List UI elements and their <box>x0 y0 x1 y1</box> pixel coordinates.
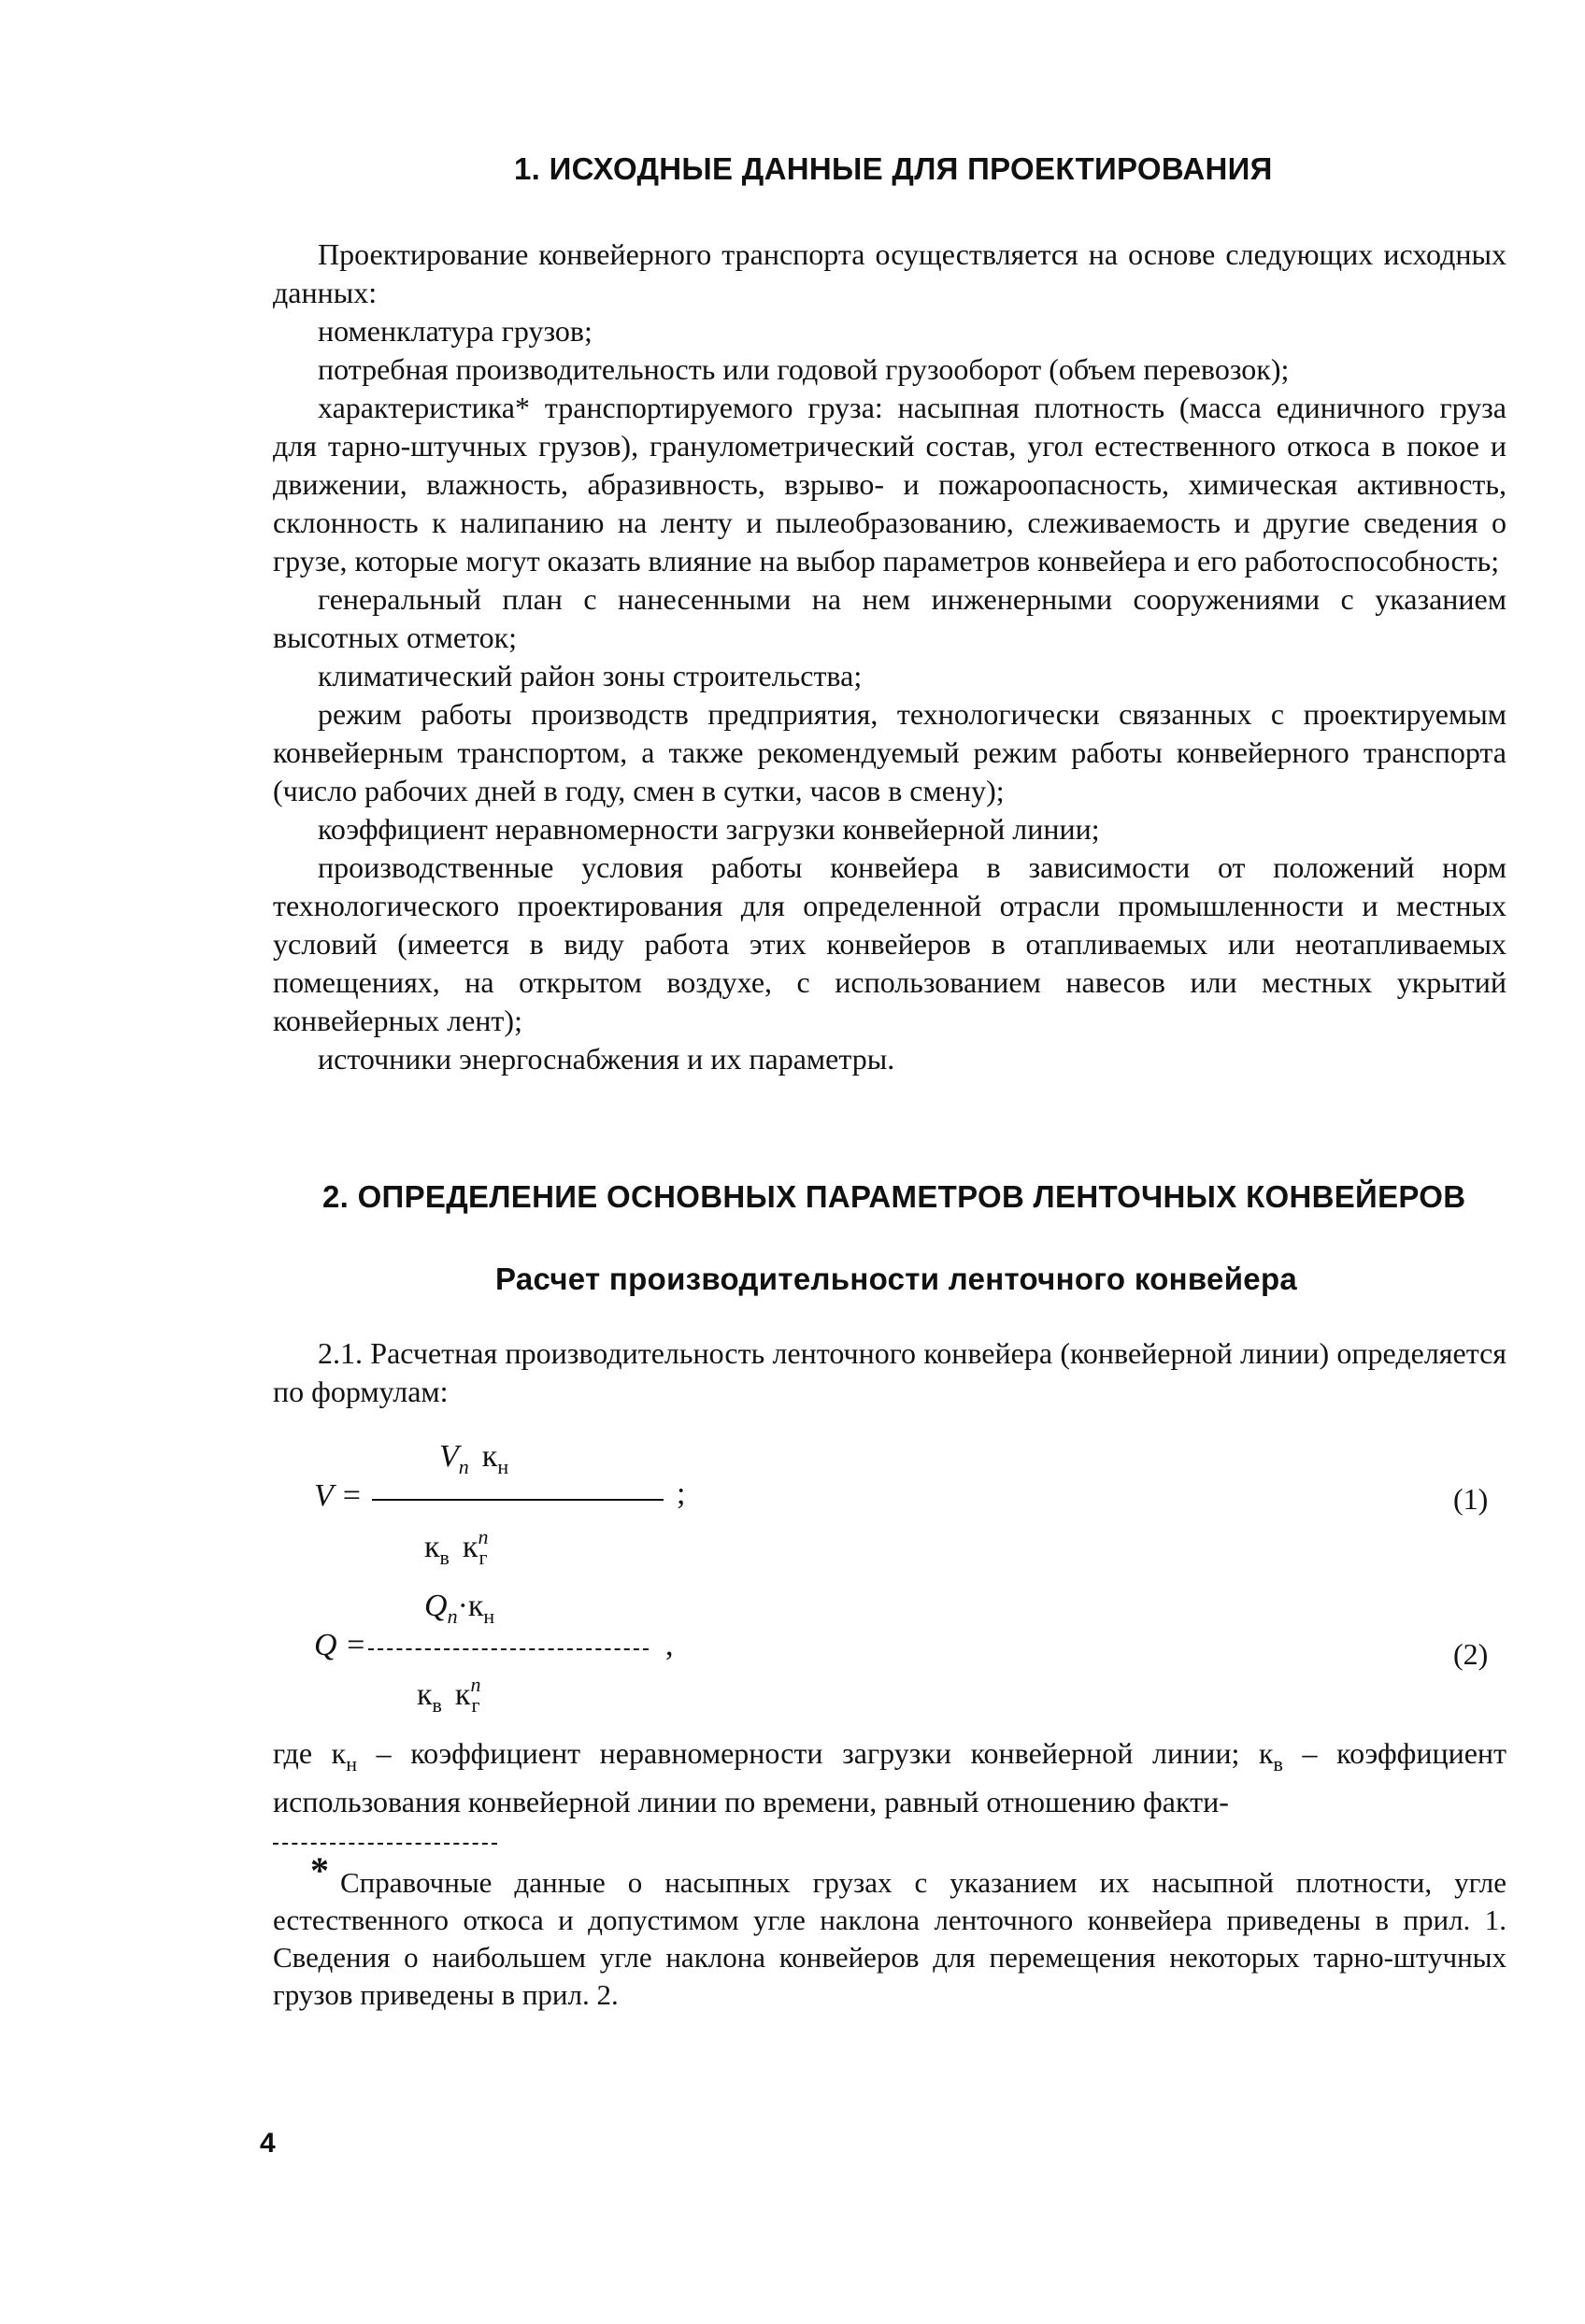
list-item: производственные условия работы конвейера в зависимости от положений норм технологического проектирования для определенной отрасли промышленности и местных условий (имеется в виду работа этих конвейеров в отапливаемых или неотапливаемых помещениях, на открытом воздухе, с использованием навесов или местных укрытий конвейерных лент); <box>273 850 1506 1037</box>
formula-1-den-k1: к <box>424 1530 440 1564</box>
formula-1-den-k2-sub: г <box>478 1546 488 1569</box>
formula-2-var-sub: п <box>447 1604 458 1628</box>
page-number: 4 <box>260 2128 276 2159</box>
footnote-text: Справочные данные о насыпных грузах с указанием их насыпной плотности, угле естественного откоса и допустимом угле наклона ленточного конвейера приведены в прил. 1. Сведения о наибольшем угле наклона конвейеров для перемещения некоторых тарно-штучных грузов приведены в прил. 2. <box>273 1866 1506 2011</box>
list-item: климатический район зоны строительства; <box>318 659 863 692</box>
section-2-title: 2. ОПРЕДЕЛЕНИЕ ОСНОВНЫХ ПАРАМЕТРОВ ЛЕНТОЧНЫХ КОНВЕЙЕРОВ <box>322 1179 1466 1214</box>
list-item: потребная производительность или годовой грузооборот (объем перевозок); <box>318 352 1290 386</box>
formula-2-number: (2) <box>1453 1637 1489 1671</box>
formula-2-lhs: Q = <box>314 1628 366 1662</box>
where-part-3: – коэффициент использования конвейерной линии по времени, равный отношению факти- <box>273 1736 1506 1818</box>
formula-1-lhs: V = <box>314 1478 363 1513</box>
formula-1-number: (1) <box>1453 1482 1489 1516</box>
section-2-paragraph <box>273 1334 1506 1411</box>
formula-1-var: V <box>439 1439 459 1474</box>
footnote <box>273 1864 1506 2014</box>
formula-1-numerator <box>439 1439 508 1479</box>
formula-2-k: ·к <box>457 1589 484 1623</box>
formula-1-tail: ; <box>677 1476 686 1511</box>
formula-1-k: к <box>481 1439 498 1474</box>
list-item: режим работы производств предприятия, технологически связанных с проектируемым конвейерным транспортом, а также рекомендуемый режим работы конвейерного транспорта (число рабочих дней в году, смен в сутки, часов в смену); <box>273 697 1506 807</box>
section-2-subtitle: Расчет производительности ленточного конвейера <box>495 1262 1298 1296</box>
formula-1-denominator <box>424 1525 487 1570</box>
footnote-star: * <box>310 1849 329 1891</box>
formula-1-den-k2-sup: n <box>478 1525 489 1548</box>
formula-2-den-k2: к <box>454 1677 471 1712</box>
formula-1-den-k1-sub: в <box>439 1546 450 1569</box>
formula-2-numerator <box>424 1589 494 1629</box>
formula-2-den-k2-sub: г <box>471 1693 480 1717</box>
where-part-2: – коэффициент неравномерности загрузки конвейерной линии; к <box>356 1736 1274 1770</box>
formula-2-tail: , <box>665 1628 674 1662</box>
formula-2-den-k1-sub: в <box>432 1693 442 1717</box>
list-item: источники энергоснабжения и их параметры. <box>318 1042 895 1076</box>
formula-2-var: Q <box>424 1589 448 1623</box>
formula-1-var-sub: п <box>458 1455 469 1478</box>
where-text <box>273 1734 1506 1821</box>
where-sub-1: н <box>346 1752 357 1775</box>
list-item: номенклатура грузов; <box>318 314 593 348</box>
section-1-body <box>273 235 1506 1078</box>
footnote-divider <box>273 1843 497 1845</box>
formula-2-den-k1: к <box>417 1677 433 1712</box>
list-item: коэффициент неравномерности загрузки конвейерной линии; <box>318 812 1100 846</box>
where-part-1: где к <box>273 1736 347 1770</box>
section-1-intro: Проектирование конвейерного транспорта осуществляется на основе следующих исходных данных: <box>273 237 1506 309</box>
list-item: генеральный план с нанесенными на нем инженерными сооружениями с указанием высотных отметок; <box>273 582 1506 654</box>
section-1-title: 1. ИСХОДНЫЕ ДАННЫЕ ДЛЯ ПРОЕКТИРОВАНИЯ <box>514 151 1273 186</box>
formula-1-k-sub: н <box>497 1455 509 1478</box>
where-paragraph <box>273 1734 1506 1821</box>
where-sub-2: в <box>1273 1752 1283 1775</box>
formula-2-k-sub: н <box>483 1604 495 1628</box>
paragraph-2-1: 2.1. Расчетная производительность ленточного конвейера (конвейерной линии) определяется по формулам: <box>273 1336 1506 1408</box>
formula-1-fraction-line <box>372 1499 664 1501</box>
formula-2-den-k2-sup: n <box>470 1673 481 1696</box>
list-item: характеристика* транспортируемого груза: насыпная плотность (масса единичного груза для тарно-штучных грузов), гранулометрический состав, угол естественного откоса в покое и движении, влажность, абразивность, взрыво- и пожароопасность, химическая активность, склонность к налипанию на ленту и пылеобразованию, слеживаемость и другие сведения о грузе, которые могут оказать влияние на выбор параметров конвейера и его работоспособность; <box>273 391 1506 577</box>
formula-2-denominator <box>417 1673 479 1718</box>
formula-2-fraction-line <box>368 1648 649 1650</box>
formula-1-den-k2: к <box>462 1530 478 1564</box>
